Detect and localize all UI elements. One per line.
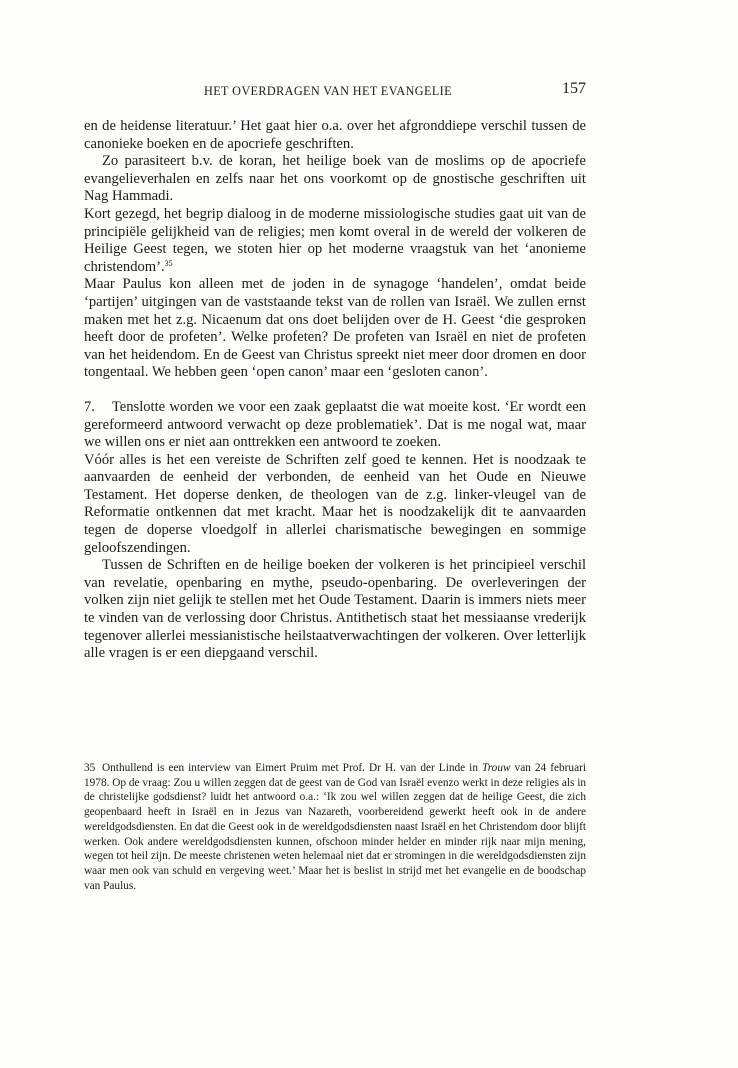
- paragraph: Maar Paulus kon alleen met de joden in de synagoge ‘handelen’, omdat beide ‘partijen’ uitgingen van de vaststaande tekst van de rollen van Israël. We zullen ernst maken met het z.g. Nicaenum dat ons doet belijden over de H. Geest ‘die gesproken heeft door de profeten’. Welke profeten? De profeten van Israël en niet de profeten van het heidendom. En de Geest van Christus spreekt niet meer door dromen en door tongentaal. We hebben geen ‘open canon’ maar een ‘gesloten canon’.: [84, 276, 586, 381]
- paragraph-text: Kort gezegd, het begrip dialoog in de moderne missiologische studies gaat uit van de principiële gelijkheid van de religies; men komt overal in de wereld der volkeren de Heilige Geest tegen, we stoten hier op het moderne vraagstuk van het ‘anonieme christendom’.: [84, 205, 586, 275]
- footnote: [84, 761, 586, 893]
- paragraph: Vóór alles is het een vereiste de Schriften zelf goed te kennen. Het is noodzaak te aanvaarden de eenheid der verbonden, de eenheid van het Oude en Nieuwe Testament. Het doperse denken, de theologen van de z.g. linker-vleugel van de Reformatie ontkennen dat met kracht. Maar het is noodzakelijk dit te aanvaarden tegen de doperse vloedgolf in allerlei charismatische bewegingen en sommige geloofszendingen.: [84, 451, 586, 556]
- paragraph: [84, 206, 586, 276]
- footnote-text-b: van 24 februari 1978. Op de vraag: Zou u willen zeggen dat de geest van de God van Israël evenzo werkt in deze religies als in de christelijke godsdienst? luidt het antwoord o.a.: ‘Ik zou wel willen zeggen dat de heilige Geest, die zich geopenbaard heeft in Israël en in Jezus van Nazareth, voorbereidend gewerkt heeft ook in de andere wereldgodsdiensten. En dat die Geest ook in de wereldgodsdiensten naast Israël en het Christendom door blijft werken. Ook andere wereldgodsdiensten kunnen, ofschoon minder helder en minder rijk naar mijn mening, wegen tot heil zijn. De meeste christenen weten helemaal niet dat er stromingen in die wereldgodsdiensten zijn waar men ook van schuld en vergeving weet.’ Maar het is beslist in strijd met het evangelie en de boodschap van Paulus.: [84, 762, 586, 892]
- body-text: [84, 118, 586, 663]
- footnote-text-a: Onthullend is een interview van Eimert Pruim met Prof. Dr H. van der Linde in: [102, 762, 478, 774]
- footnote-text: [84, 761, 586, 893]
- paragraph-text: Tenslotte worden we voor een zaak geplaatst die wat moeite kost. ‘Er wordt een gereformeerd antwoord verwacht op deze problematiek’. Dat is me nogal wat, maar we willen ons er niet aan onttrekken een antwoord te zoeken.: [84, 398, 586, 451]
- paragraph: Tussen de Schriften en de heilige boeken der volkeren is het principieel verschil van revelatie, openbaring en mythe, pseudo-openbaring. De overleveringen der volken zijn niet gelijk te stellen met het Oude Testament. Daarin is immers niets meer te vinden van de verlossing door Christus. Antithetisch staat het messiaanse vrederijk tegenover allerlei messianistische heilstaatverwachtingen der volkeren. Over letterlijk alle vragen is er een diepgaand verschil.: [84, 557, 586, 662]
- page-header: [84, 80, 586, 102]
- running-title: HET OVERDRAGEN VAN HET EVANGELIE: [204, 84, 452, 98]
- footnote-number: 35: [84, 762, 96, 774]
- paragraph: en de heidense literatuur.’ Het gaat hier o.a. over het afgronddiepe verschil tussen de canonieke boeken en de apocriefe geschriften.: [84, 118, 586, 152]
- footnote-source-title: Trouw: [482, 762, 511, 774]
- paragraph: Zo parasiteert b.v. de koran, het heilige boek van de moslims op de apocriefe evangelieverhalen en zelfs naar het ons voorkomt op de gnostische geschriften uit Nag Hammadi.: [84, 153, 586, 205]
- page-number: 157: [562, 80, 586, 97]
- footnote-reference: 35: [164, 258, 173, 268]
- paragraph: [84, 399, 586, 452]
- section-number: 7.: [84, 398, 95, 415]
